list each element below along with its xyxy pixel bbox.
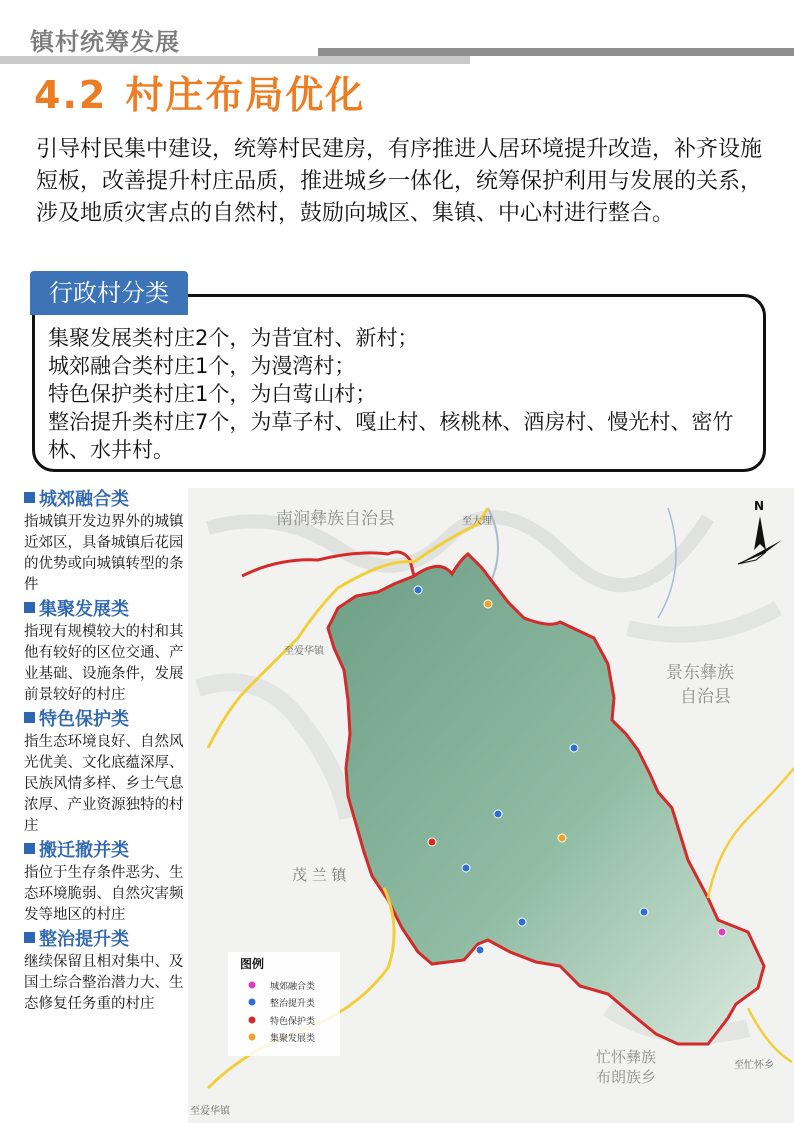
classification-tab: 行政村分类	[30, 271, 188, 315]
village-dot-renovation	[476, 946, 484, 954]
village-dot-cluster	[558, 834, 566, 842]
category-desc: 指城镇开发边界外的城镇近郊区，具备城镇后花园的优势或向城镇转型的条件	[24, 514, 184, 593]
bullet-square-icon	[24, 712, 35, 723]
classification-line: 特色保护类村庄1个，为白莺山村；	[48, 382, 377, 406]
chapter-title: 镇村统筹发展	[30, 28, 180, 56]
legend-dot-renovation	[249, 999, 256, 1006]
village-dot-cluster	[484, 600, 492, 608]
category-desc: 继续保留且相对集中、及国土综合整治潜力大、生态修复任务重的村庄	[24, 954, 184, 1012]
classification-line: 城郊融合类村庄1个，为漫湾村；	[48, 354, 356, 378]
intro-paragraph: 引导村民集中建设，统筹村民建房，有序推进人居环境提升改造，补齐设施短板，改善提升村庄品质，推进城乡一体化，统筹保护利用与发展的关系，涉及地质灾害点的自然村，鼓励向城区、集镇、中心村进行整合。	[36, 137, 763, 226]
map-label-to-manghuai: 至忙怀乡	[734, 1060, 774, 1071]
legend-label: 集聚发展类	[270, 1034, 316, 1044]
bullet-square-icon	[24, 932, 35, 943]
village-layout-map	[188, 488, 794, 1123]
classification-lines	[48, 324, 748, 464]
category-item	[24, 598, 192, 706]
legend-dot-suburban	[249, 982, 256, 989]
map-label-manghuai-1: 忙怀彝族	[596, 1048, 657, 1066]
village-dot-renovation	[414, 586, 422, 594]
map-svg	[188, 488, 794, 1123]
map-label-manghuai-2: 布朗族乡	[596, 1068, 657, 1086]
category-desc: 指生态环境良好、自然风光优美、文化底蕴深厚、民族风情多样、乡土气息浓厚、产业资源独特的村庄	[24, 734, 184, 834]
village-dot-protection	[428, 838, 436, 846]
bullet-square-icon	[24, 843, 35, 854]
category-item	[24, 708, 192, 837]
map-label-to-aihua-top: 至爱华镇	[284, 646, 324, 657]
village-dot-renovation	[494, 810, 502, 818]
village-dot-renovation	[462, 864, 470, 872]
map-label-to-dali: 至大理	[462, 516, 492, 527]
village-dot-renovation	[570, 744, 578, 752]
village-dot-renovation	[518, 918, 526, 926]
category-title: 集聚发展类	[39, 599, 129, 620]
map-label-jingdong-1: 景东彝族	[666, 663, 734, 683]
village-dot-suburban	[718, 928, 726, 936]
category-item	[24, 488, 192, 596]
category-definitions	[24, 488, 192, 1017]
section-number: 4.2	[34, 73, 108, 117]
map-label-maolan: 茂 兰 镇	[292, 866, 347, 884]
legend-label: 整治提升类	[270, 999, 316, 1009]
category-title: 特色保护类	[39, 709, 129, 730]
category-title: 整治提升类	[39, 929, 129, 950]
legend-label: 城郊融合类	[270, 982, 316, 992]
header-bar-dark	[318, 48, 794, 56]
category-desc: 指位于生存条件恶劣、生态环境脆弱、自然灾害频发等地区的村庄	[24, 865, 184, 923]
classification-line: 集聚发展类村庄2个，为昔宜村、新村；	[48, 326, 419, 350]
bullet-square-icon	[24, 492, 35, 503]
village-dot-renovation	[640, 908, 648, 916]
category-title: 城郊融合类	[39, 489, 129, 510]
category-title: 搬迁撤并类	[39, 840, 129, 861]
legend-title: 图例	[240, 957, 265, 971]
map-label-jingdong-2: 自治县	[680, 687, 731, 707]
category-item	[24, 928, 192, 1015]
header-bar-light	[0, 56, 470, 64]
section-heading	[34, 64, 365, 119]
map-label-nanjian: 南涧彝族自治县	[276, 509, 395, 529]
bullet-square-icon	[24, 602, 35, 613]
map-legend	[228, 952, 340, 1056]
section-title: 村庄布局优化	[125, 73, 366, 117]
map-label-to-aihua-bottom: 至爱华镇	[190, 1106, 230, 1117]
legend-dot-protection	[249, 1017, 256, 1024]
category-item	[24, 839, 192, 926]
svg-text:N: N	[754, 499, 765, 513]
classification-line: 整治提升类村庄7个，为草子村、嘎止村、核桃林、酒房村、慢光村、密竹林、水井村。	[48, 410, 734, 462]
category-desc: 指现有规模较大的村和其他有较好的区位交通、产业基础、设施条件，发展前景较好的村庄	[24, 624, 184, 703]
legend-label: 特色保护类	[270, 1017, 316, 1027]
legend-dot-cluster	[249, 1034, 256, 1041]
